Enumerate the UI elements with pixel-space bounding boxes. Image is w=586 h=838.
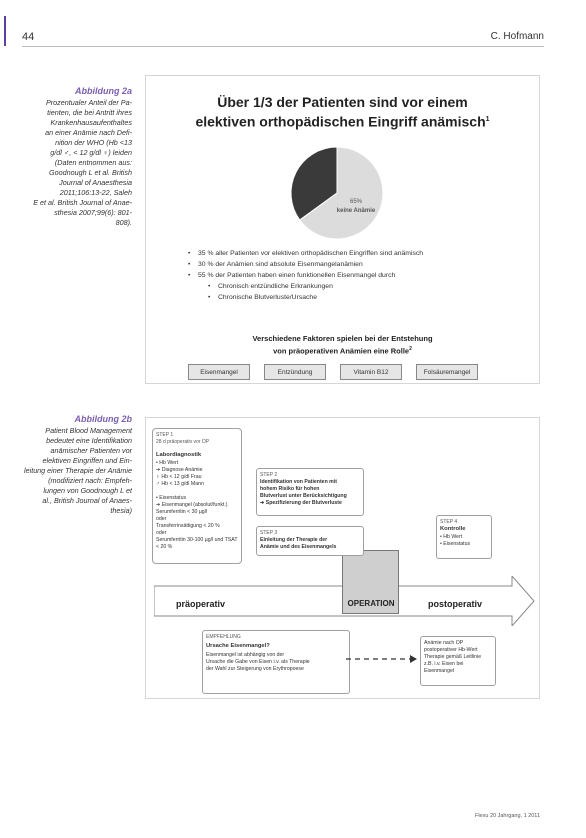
- step4-title: Kontrolle: [440, 526, 466, 532]
- caption-line: leitung einer Therapie der Anämie: [24, 466, 133, 475]
- page-number: 44: [22, 31, 35, 43]
- caption-line: nition der WHO (Hb <13: [55, 138, 132, 147]
- caption-line: E et al. British Journal of Anae-: [33, 198, 132, 207]
- pie-label-name: keine Anämie: [336, 208, 376, 214]
- step4-label: STEP 4: [440, 519, 458, 525]
- step1-line: ♀ Hb < 12 g/dl Frau: [156, 474, 202, 480]
- step4-lines: [440, 534, 488, 548]
- recommendation-title: Ursache Eisenmangel?: [206, 643, 270, 649]
- bullet-item: • 55 % der Patienten haben einen funktionellen Eisenmangel durch: [186, 270, 423, 281]
- caption-line: Journal of Anaesthesia: [59, 178, 132, 187]
- figure1-title-sup: 1: [485, 116, 490, 123]
- step3-lines: [260, 537, 360, 551]
- caption-line: Prozentualer Anteil der Pa-: [45, 98, 132, 107]
- caption-line: bedeutet eine Identifikation: [46, 436, 132, 445]
- factor-box-folate: Folsäuremangel: [416, 364, 478, 380]
- followup-line: postoperativer Hb-Wert: [424, 647, 478, 653]
- recommendation-label: EMPFEHLUNG: [206, 634, 241, 640]
- figure1-caption-label: Abbildung 2a: [75, 86, 132, 96]
- step1-line: ➔ Eisenmangel (absolut/funkt.): [156, 502, 228, 508]
- figure1-caption-text: [24, 98, 132, 228]
- figure1-subtitle: [146, 333, 539, 357]
- caption-line: tienten, die bei Antritt ihres: [47, 108, 132, 117]
- step1-line: ♂ Hb < 13 g/dl Mann: [156, 481, 204, 487]
- factor-box-vitamin-b12: Vitamin B12: [340, 364, 402, 380]
- step2-box: [256, 468, 364, 516]
- step3-label: STEP 3: [260, 530, 278, 536]
- factor-boxes: [188, 364, 478, 380]
- timeline-preoperative: präoperativ: [176, 599, 226, 609]
- sub-bullet-item: • Chronisch entzündliche Erkrankungen: [186, 281, 423, 292]
- factor-box-iron-deficiency: Eisenmangel: [188, 364, 250, 380]
- step1-title: Labordiagnostik: [156, 452, 202, 458]
- followup-box: [420, 636, 496, 686]
- followup-line: Anämie nach OP: [424, 640, 464, 646]
- timeline-postoperative: postoperativ: [428, 599, 483, 609]
- caption-line: 808).: [115, 218, 132, 227]
- step3-box: [256, 526, 364, 556]
- step1-line: • Hb Wert: [156, 460, 179, 466]
- margin-rule: [4, 16, 6, 46]
- recommendation-box: [202, 630, 350, 694]
- figure1-slide: [145, 75, 540, 384]
- figure1-title-line2: elektiven orthopädischen Eingriff anämisch: [195, 113, 486, 130]
- step3-line: Anämie und des Eisenmangels: [260, 544, 337, 550]
- figure1-title: [146, 93, 539, 131]
- header-divider: [22, 46, 544, 47]
- step1-line: Serumferritin 30-100 µg/l und TSAT < 20 %: [156, 537, 238, 550]
- step1-line: Transferrinsättigung < 20 %: [156, 523, 220, 529]
- step1-box: [152, 428, 242, 564]
- recommendation-lines: [206, 652, 346, 673]
- caption-line: 2011;106:13-22, Saleh: [59, 188, 132, 197]
- followup-line: Therapie gemäß Leitlinie: [424, 654, 482, 660]
- step2-lines: [260, 479, 360, 507]
- step1-line: oder: [156, 516, 167, 522]
- step1-line: oder: [156, 530, 167, 536]
- caption-line: elektiven Eingriffen und Ein-: [42, 456, 132, 465]
- step2-label: STEP 2: [260, 472, 278, 478]
- step1-line: [156, 488, 238, 495]
- figure1-bullets: [186, 248, 423, 303]
- figure1-subtitle-line2: von präoperativen Anämien eine Rolle: [273, 346, 410, 356]
- step2-line: Identifikation von Patienten mit: [260, 479, 337, 485]
- step2-line: hohem Risiko für hohen: [260, 486, 320, 492]
- dashed-arrow: [346, 654, 418, 664]
- step4-line: • Eisenstatus: [440, 541, 471, 547]
- step2-line: ➔ Spezifizierung der Blutverluste: [260, 500, 342, 506]
- caption-line: anämischer Patienten vor: [50, 446, 132, 455]
- caption-line: (Daten entnommen aus:: [54, 158, 132, 167]
- caption-line: lungen von Goodnough L et: [43, 486, 132, 495]
- figure1-subtitle-sup: 2: [409, 346, 412, 352]
- step1-line: • Eisenstatus: [156, 495, 187, 501]
- step2-line: Blutverlust unter Berücksichtigung: [260, 493, 347, 499]
- caption-line: g/dl ♂, < 12 g/dl ♀) leiden: [50, 148, 132, 157]
- pie-label-pct: 65%: [349, 199, 363, 205]
- caption-line: an einer Anämie nach Defi-: [45, 128, 132, 137]
- step4-line: • Hb Wert: [440, 534, 463, 540]
- recommendation-line: Eisenmangel ist abhängig von der: [206, 652, 285, 658]
- anemia-pie-chart: [281, 143, 393, 243]
- figure2-caption-label: Abbildung 2b: [74, 414, 132, 424]
- figure2-caption-text: [24, 426, 132, 516]
- caption-line: Patient Blood Management: [45, 426, 132, 435]
- caption-line: sthesia 2007;99(6): 801-: [54, 208, 132, 217]
- bullet-item: • 30 % der Anämien sind absolute Eisenmangelanämien: [186, 259, 423, 270]
- figure2-diagram: [145, 417, 540, 699]
- caption-line: thesia): [110, 506, 132, 515]
- running-header-author: C. Hofmann: [490, 31, 544, 42]
- followup-lines: [424, 640, 492, 675]
- caption-line: al., British Journal of Anaes-: [42, 496, 132, 505]
- step1-label: STEP 1: [156, 432, 174, 438]
- step3-line: Einleitung der Therapie der: [260, 537, 328, 543]
- figure1-title-line1: Über 1/3 der Patienten sind vor einem: [217, 94, 468, 110]
- step1-line: ➔ Diagnose Anämie: [156, 467, 203, 473]
- recommendation-line: Ursache die Gabe von Eisen i.v. als Therapie: [206, 659, 310, 665]
- step4-box: [436, 515, 492, 559]
- factor-box-inflammation: Entzündung: [264, 364, 326, 380]
- timeline-operation: OPERATION: [347, 599, 395, 608]
- caption-line: Goodnough L et al. British: [49, 168, 132, 177]
- recommendation-line: der Wahl zur Steigerung von Erythropoese: [206, 666, 304, 672]
- caption-line: (modifiziert nach: Empfeh-: [48, 476, 132, 485]
- bullet-item: • 35 % aller Patienten vor elektiven orthopädischen Eingriffen sind anämisch: [186, 248, 423, 259]
- followup-line: z.B. i.v. Eisen bei Eisenmangel: [424, 661, 464, 674]
- step1-line: Serumferritin < 30 µg/l: [156, 509, 208, 515]
- caption-line: Krankenhausaufenthaltes: [50, 118, 132, 127]
- sub-bullet-item: • Chronische Blutverluste/Ursache: [186, 292, 423, 303]
- step1-lines: [156, 460, 238, 551]
- step1-sublabel: 28 d präoperativ vor OP: [156, 439, 210, 445]
- figure1-subtitle-line1: Verschiedene Faktoren spielen bei der Entstehung: [252, 334, 433, 343]
- page-footer: Flexu 20 Jahrgang, 1 2011: [474, 813, 540, 819]
